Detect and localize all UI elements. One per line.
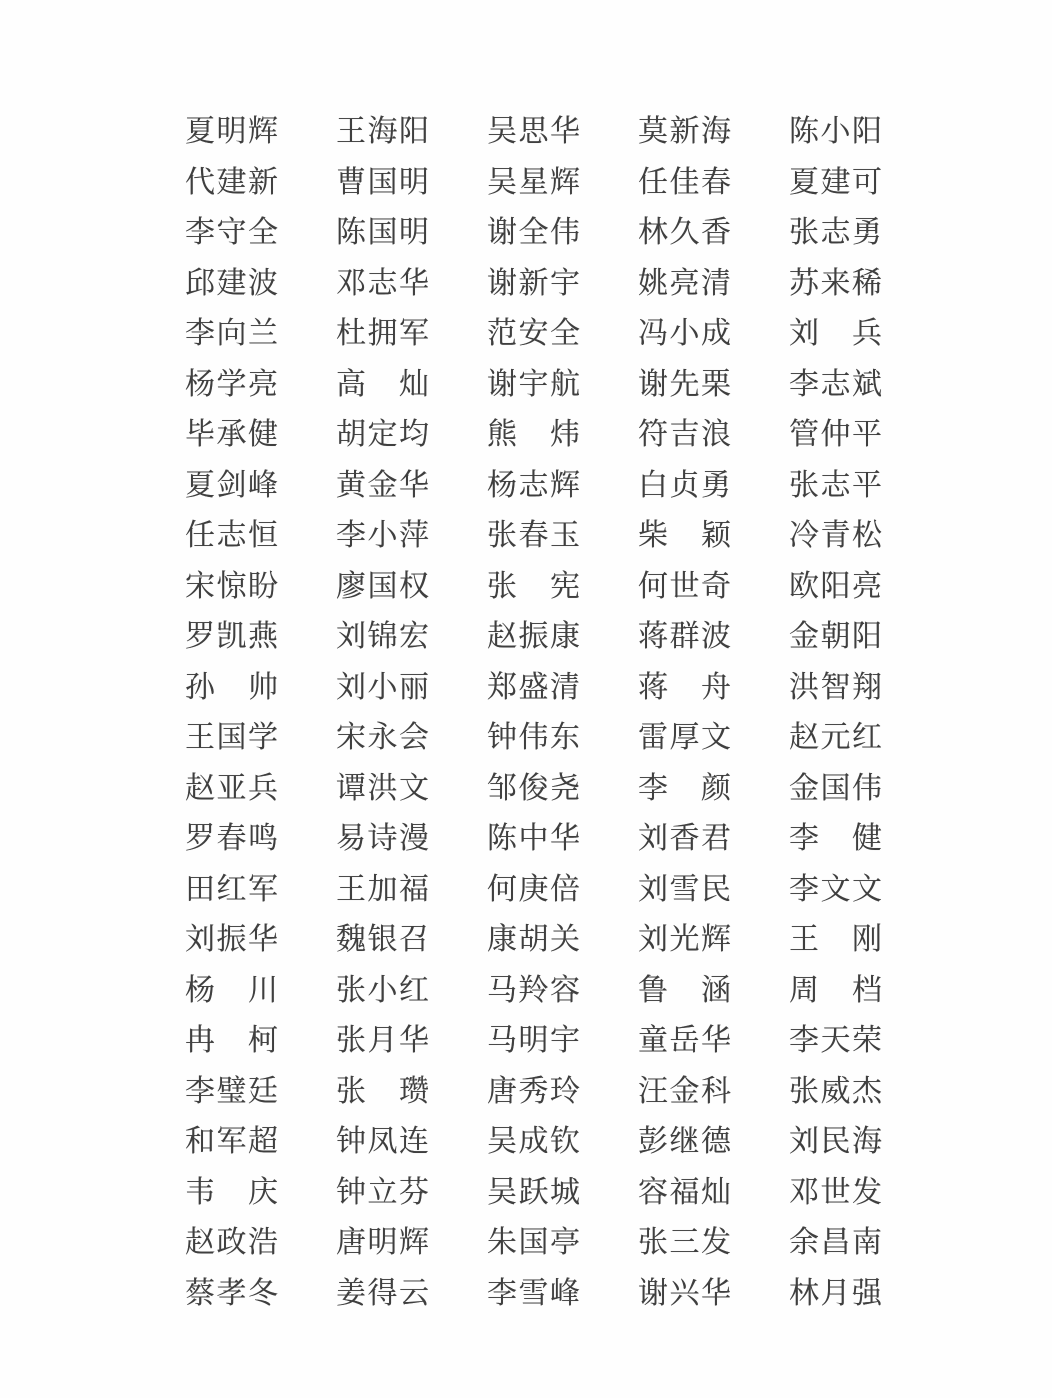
name-cell: [185, 663, 336, 714]
person-name: 何世奇: [638, 569, 733, 603]
person-name: 冷青松: [789, 519, 884, 553]
name-cell: [185, 1117, 336, 1168]
name-cell: [789, 1067, 940, 1118]
person-name: 吴星辉: [487, 165, 582, 199]
name-cell: [336, 713, 487, 764]
name-cell: [336, 107, 487, 158]
name-cell: [185, 1168, 336, 1219]
name-cell: [789, 309, 940, 360]
name-cell: [638, 461, 789, 512]
person-name: 郑盛清: [487, 670, 582, 704]
name-cell: [185, 713, 336, 764]
name-cell: [789, 915, 940, 966]
person-name: 谭洪文: [336, 771, 431, 805]
person-name: 朱国亭: [487, 1226, 582, 1260]
name-cell: [789, 461, 940, 512]
person-name: 王加福: [336, 872, 431, 906]
person-name: 何庚倍: [487, 872, 582, 906]
person-name: 张 宪: [487, 569, 582, 603]
name-cell: [185, 814, 336, 865]
name-cell: [185, 1218, 336, 1269]
person-name: 欧阳亮: [789, 569, 884, 603]
name-cell: [185, 865, 336, 916]
name-cell: [789, 612, 940, 663]
name-cell: [789, 410, 940, 461]
name-cell: [185, 562, 336, 613]
person-name: 唐明辉: [336, 1226, 431, 1260]
person-name: 赵振康: [487, 620, 582, 654]
person-name: 张月华: [336, 1024, 431, 1058]
name-cell: [336, 814, 487, 865]
name-cell: [487, 814, 638, 865]
person-name: 韦 庆: [185, 1175, 280, 1209]
name-cell: [185, 915, 336, 966]
name-cell: [789, 360, 940, 411]
name-cell: [336, 511, 487, 562]
name-cell: [336, 1218, 487, 1269]
name-cell: [185, 966, 336, 1017]
name-cell: [638, 1117, 789, 1168]
person-name: 钟立芬: [336, 1175, 431, 1209]
person-name: 杨学亮: [185, 367, 280, 401]
person-name: 李璧廷: [185, 1074, 280, 1108]
person-name: 杜拥军: [336, 317, 431, 351]
name-cell: [336, 208, 487, 259]
person-name: 鲁 涵: [638, 973, 733, 1007]
person-name: 姜得云: [336, 1276, 431, 1310]
name-cell: [789, 713, 940, 764]
name-cell: [185, 410, 336, 461]
name-cell: [336, 360, 487, 411]
person-name: 谢宇航: [487, 367, 582, 401]
person-name: 李小萍: [336, 519, 431, 553]
person-name: 张威杰: [789, 1074, 884, 1108]
name-cell: [487, 158, 638, 209]
person-name: 曹国明: [336, 165, 431, 199]
person-name: 李向兰: [185, 317, 280, 351]
name-cell: [487, 511, 638, 562]
name-cell: [638, 410, 789, 461]
name-cell: [185, 1016, 336, 1067]
person-name: 林月强: [789, 1276, 884, 1310]
name-cell: [185, 259, 336, 310]
person-name: 刘锦宏: [336, 620, 431, 654]
name-cell: [185, 612, 336, 663]
person-name: 刘 兵: [789, 317, 884, 351]
person-name: 李守全: [185, 216, 280, 250]
name-cell: [638, 1016, 789, 1067]
person-name: 钟凤连: [336, 1125, 431, 1159]
name-cell: [185, 1067, 336, 1118]
name-cell: [336, 259, 487, 310]
name-cell: [789, 259, 940, 310]
person-name: 邓世发: [789, 1175, 884, 1209]
name-cell: [487, 663, 638, 714]
name-cell: [487, 915, 638, 966]
name-cell: [638, 309, 789, 360]
person-name: 容福灿: [638, 1175, 733, 1209]
name-cell: [487, 1269, 638, 1320]
name-cell: [638, 158, 789, 209]
person-name: 童岳华: [638, 1024, 733, 1058]
person-name: 李雪峰: [487, 1276, 582, 1310]
name-cell: [185, 309, 336, 360]
name-cell: [336, 612, 487, 663]
person-name: 魏银召: [336, 923, 431, 957]
name-cell: [487, 410, 638, 461]
name-cell: [487, 764, 638, 815]
name-cell: [638, 814, 789, 865]
person-name: 柴 颖: [638, 519, 733, 553]
person-name: 田红军: [185, 872, 280, 906]
name-cell: [638, 259, 789, 310]
person-name: 马羚容: [487, 973, 582, 1007]
person-name: 和军超: [185, 1125, 280, 1159]
person-name: 彭继德: [638, 1125, 733, 1159]
person-name: 杨 川: [185, 973, 280, 1007]
person-name: 吴跃城: [487, 1175, 582, 1209]
person-name: 张三发: [638, 1226, 733, 1260]
name-cell: [638, 562, 789, 613]
person-name: 谢全伟: [487, 216, 582, 250]
person-name: 蒋群波: [638, 620, 733, 654]
name-cell: [789, 865, 940, 916]
name-cell: [185, 158, 336, 209]
person-name: 夏明辉: [185, 115, 280, 149]
person-name: 赵政浩: [185, 1226, 280, 1260]
person-name: 吴思华: [487, 115, 582, 149]
person-name: 张志平: [789, 468, 884, 502]
person-name: 邱建波: [185, 266, 280, 300]
name-cell: [487, 1016, 638, 1067]
name-cell: [638, 107, 789, 158]
name-cell: [487, 713, 638, 764]
person-name: 任佳春: [638, 165, 733, 199]
person-name: 罗凯燕: [185, 620, 280, 654]
person-name: 洪智翔: [789, 670, 884, 704]
name-cell: [638, 208, 789, 259]
person-name: 刘振华: [185, 923, 280, 957]
person-name: 陈中华: [487, 822, 582, 856]
person-name: 李 健: [789, 822, 884, 856]
person-name: 易诗漫: [336, 822, 431, 856]
name-cell: [638, 1269, 789, 1320]
name-cell: [789, 1117, 940, 1168]
person-name: 康胡关: [487, 923, 582, 957]
person-name: 符吉浪: [638, 418, 733, 452]
person-name: 范安全: [487, 317, 582, 351]
name-cell: [487, 1168, 638, 1219]
person-name: 金国伟: [789, 771, 884, 805]
person-name: 杨志辉: [487, 468, 582, 502]
name-cell: [336, 1067, 487, 1118]
person-name: 张志勇: [789, 216, 884, 250]
person-name: 李 颜: [638, 771, 733, 805]
name-cell: [487, 612, 638, 663]
name-cell: [336, 461, 487, 512]
name-cell: [638, 1067, 789, 1118]
name-cell: [336, 562, 487, 613]
name-cell: [789, 107, 940, 158]
name-cell: [336, 158, 487, 209]
person-name: 谢先栗: [638, 367, 733, 401]
person-name: 罗春鸣: [185, 822, 280, 856]
name-cell: [487, 309, 638, 360]
person-name: 刘香君: [638, 822, 733, 856]
name-cell: [789, 158, 940, 209]
person-name: 余昌南: [789, 1226, 884, 1260]
person-name: 孙 帅: [185, 670, 280, 704]
name-cell: [336, 966, 487, 1017]
person-name: 王国学: [185, 721, 280, 755]
name-cell: [336, 309, 487, 360]
person-name: 高 灿: [336, 367, 431, 401]
person-name: 任志恒: [185, 519, 280, 553]
person-name: 刘民海: [789, 1125, 884, 1159]
person-name: 姚亮清: [638, 266, 733, 300]
name-cell: [638, 360, 789, 411]
name-cell: [789, 208, 940, 259]
person-name: 赵元红: [789, 721, 884, 755]
person-name: 雷厚文: [638, 721, 733, 755]
name-cell: [336, 410, 487, 461]
person-name: 王 刚: [789, 923, 884, 957]
person-name: 蒋 舟: [638, 670, 733, 704]
person-name: 李文文: [789, 872, 884, 906]
person-name: 周 档: [789, 973, 884, 1007]
name-cell: [638, 1168, 789, 1219]
person-name: 谢新宇: [487, 266, 582, 300]
person-name: 胡定均: [336, 418, 431, 452]
person-name: 白贞勇: [638, 468, 733, 502]
person-name: 张 瓒: [336, 1074, 431, 1108]
person-name: 刘小丽: [336, 670, 431, 704]
name-cell: [185, 511, 336, 562]
person-name: 宋永会: [336, 721, 431, 755]
name-cell: [336, 865, 487, 916]
name-cell: [638, 511, 789, 562]
name-cell: [487, 966, 638, 1017]
name-cell: [336, 915, 487, 966]
name-cell: [185, 764, 336, 815]
name-cell: [638, 663, 789, 714]
person-name: 冯小成: [638, 317, 733, 351]
person-name: 陈小阳: [789, 115, 884, 149]
name-cell: [789, 663, 940, 714]
name-cell: [789, 1016, 940, 1067]
person-name: 金朝阳: [789, 620, 884, 654]
name-cell: [789, 814, 940, 865]
person-name: 邹俊尧: [487, 771, 582, 805]
name-cell: [638, 865, 789, 916]
name-cell: [487, 562, 638, 613]
name-cell: [487, 1218, 638, 1269]
name-cell: [487, 107, 638, 158]
name-cell: [487, 461, 638, 512]
name-cell: [789, 511, 940, 562]
person-name: 夏建可: [789, 165, 884, 199]
name-cell: [336, 1016, 487, 1067]
name-cell: [789, 1218, 940, 1269]
person-name: 冉 柯: [185, 1024, 280, 1058]
name-cell: [336, 1117, 487, 1168]
name-cell: [336, 1269, 487, 1320]
name-cell: [638, 612, 789, 663]
person-name: 刘雪民: [638, 872, 733, 906]
name-cell: [638, 915, 789, 966]
name-cell: [336, 764, 487, 815]
name-grid: [185, 107, 940, 1319]
person-name: 蔡孝冬: [185, 1276, 280, 1310]
person-name: 唐秀玲: [487, 1074, 582, 1108]
name-cell: [336, 1168, 487, 1219]
person-name: 赵亚兵: [185, 771, 280, 805]
person-name: 陈国明: [336, 216, 431, 250]
name-cell: [638, 764, 789, 815]
name-cell: [487, 1067, 638, 1118]
person-name: 张小红: [336, 973, 431, 1007]
person-name: 廖国权: [336, 569, 431, 603]
person-name: 邓志华: [336, 266, 431, 300]
person-name: 王海阳: [336, 115, 431, 149]
name-cell: [487, 1117, 638, 1168]
person-name: 莫新海: [638, 115, 733, 149]
name-cell: [185, 461, 336, 512]
name-cell: [789, 764, 940, 815]
name-cell: [336, 663, 487, 714]
person-name: 张春玉: [487, 519, 582, 553]
person-name: 汪金科: [638, 1074, 733, 1108]
person-name: 钟伟东: [487, 721, 582, 755]
person-name: 刘光辉: [638, 923, 733, 957]
name-cell: [638, 1218, 789, 1269]
person-name: 吴成钦: [487, 1125, 582, 1159]
person-name: 马明宇: [487, 1024, 582, 1058]
person-name: 谢兴华: [638, 1276, 733, 1310]
person-name: 苏来稀: [789, 266, 884, 300]
name-cell: [789, 966, 940, 1017]
person-name: 夏剑峰: [185, 468, 280, 502]
name-cell: [487, 865, 638, 916]
name-cell: [638, 966, 789, 1017]
person-name: 林久香: [638, 216, 733, 250]
person-name: 宋惊盼: [185, 569, 280, 603]
name-cell: [185, 208, 336, 259]
person-name: 代建新: [185, 165, 280, 199]
name-cell: [789, 1168, 940, 1219]
person-name: 李志斌: [789, 367, 884, 401]
name-cell: [789, 1269, 940, 1320]
name-cell: [185, 1269, 336, 1320]
name-cell: [487, 208, 638, 259]
name-cell: [487, 259, 638, 310]
name-cell: [638, 713, 789, 764]
name-cell: [789, 562, 940, 613]
person-name: 黄金华: [336, 468, 431, 502]
person-name: 毕承健: [185, 418, 280, 452]
person-name: 李天荣: [789, 1024, 884, 1058]
name-cell: [185, 107, 336, 158]
name-cell: [487, 360, 638, 411]
name-cell: [185, 360, 336, 411]
person-name: 管仲平: [789, 418, 884, 452]
person-name: 熊 炜: [487, 418, 582, 452]
